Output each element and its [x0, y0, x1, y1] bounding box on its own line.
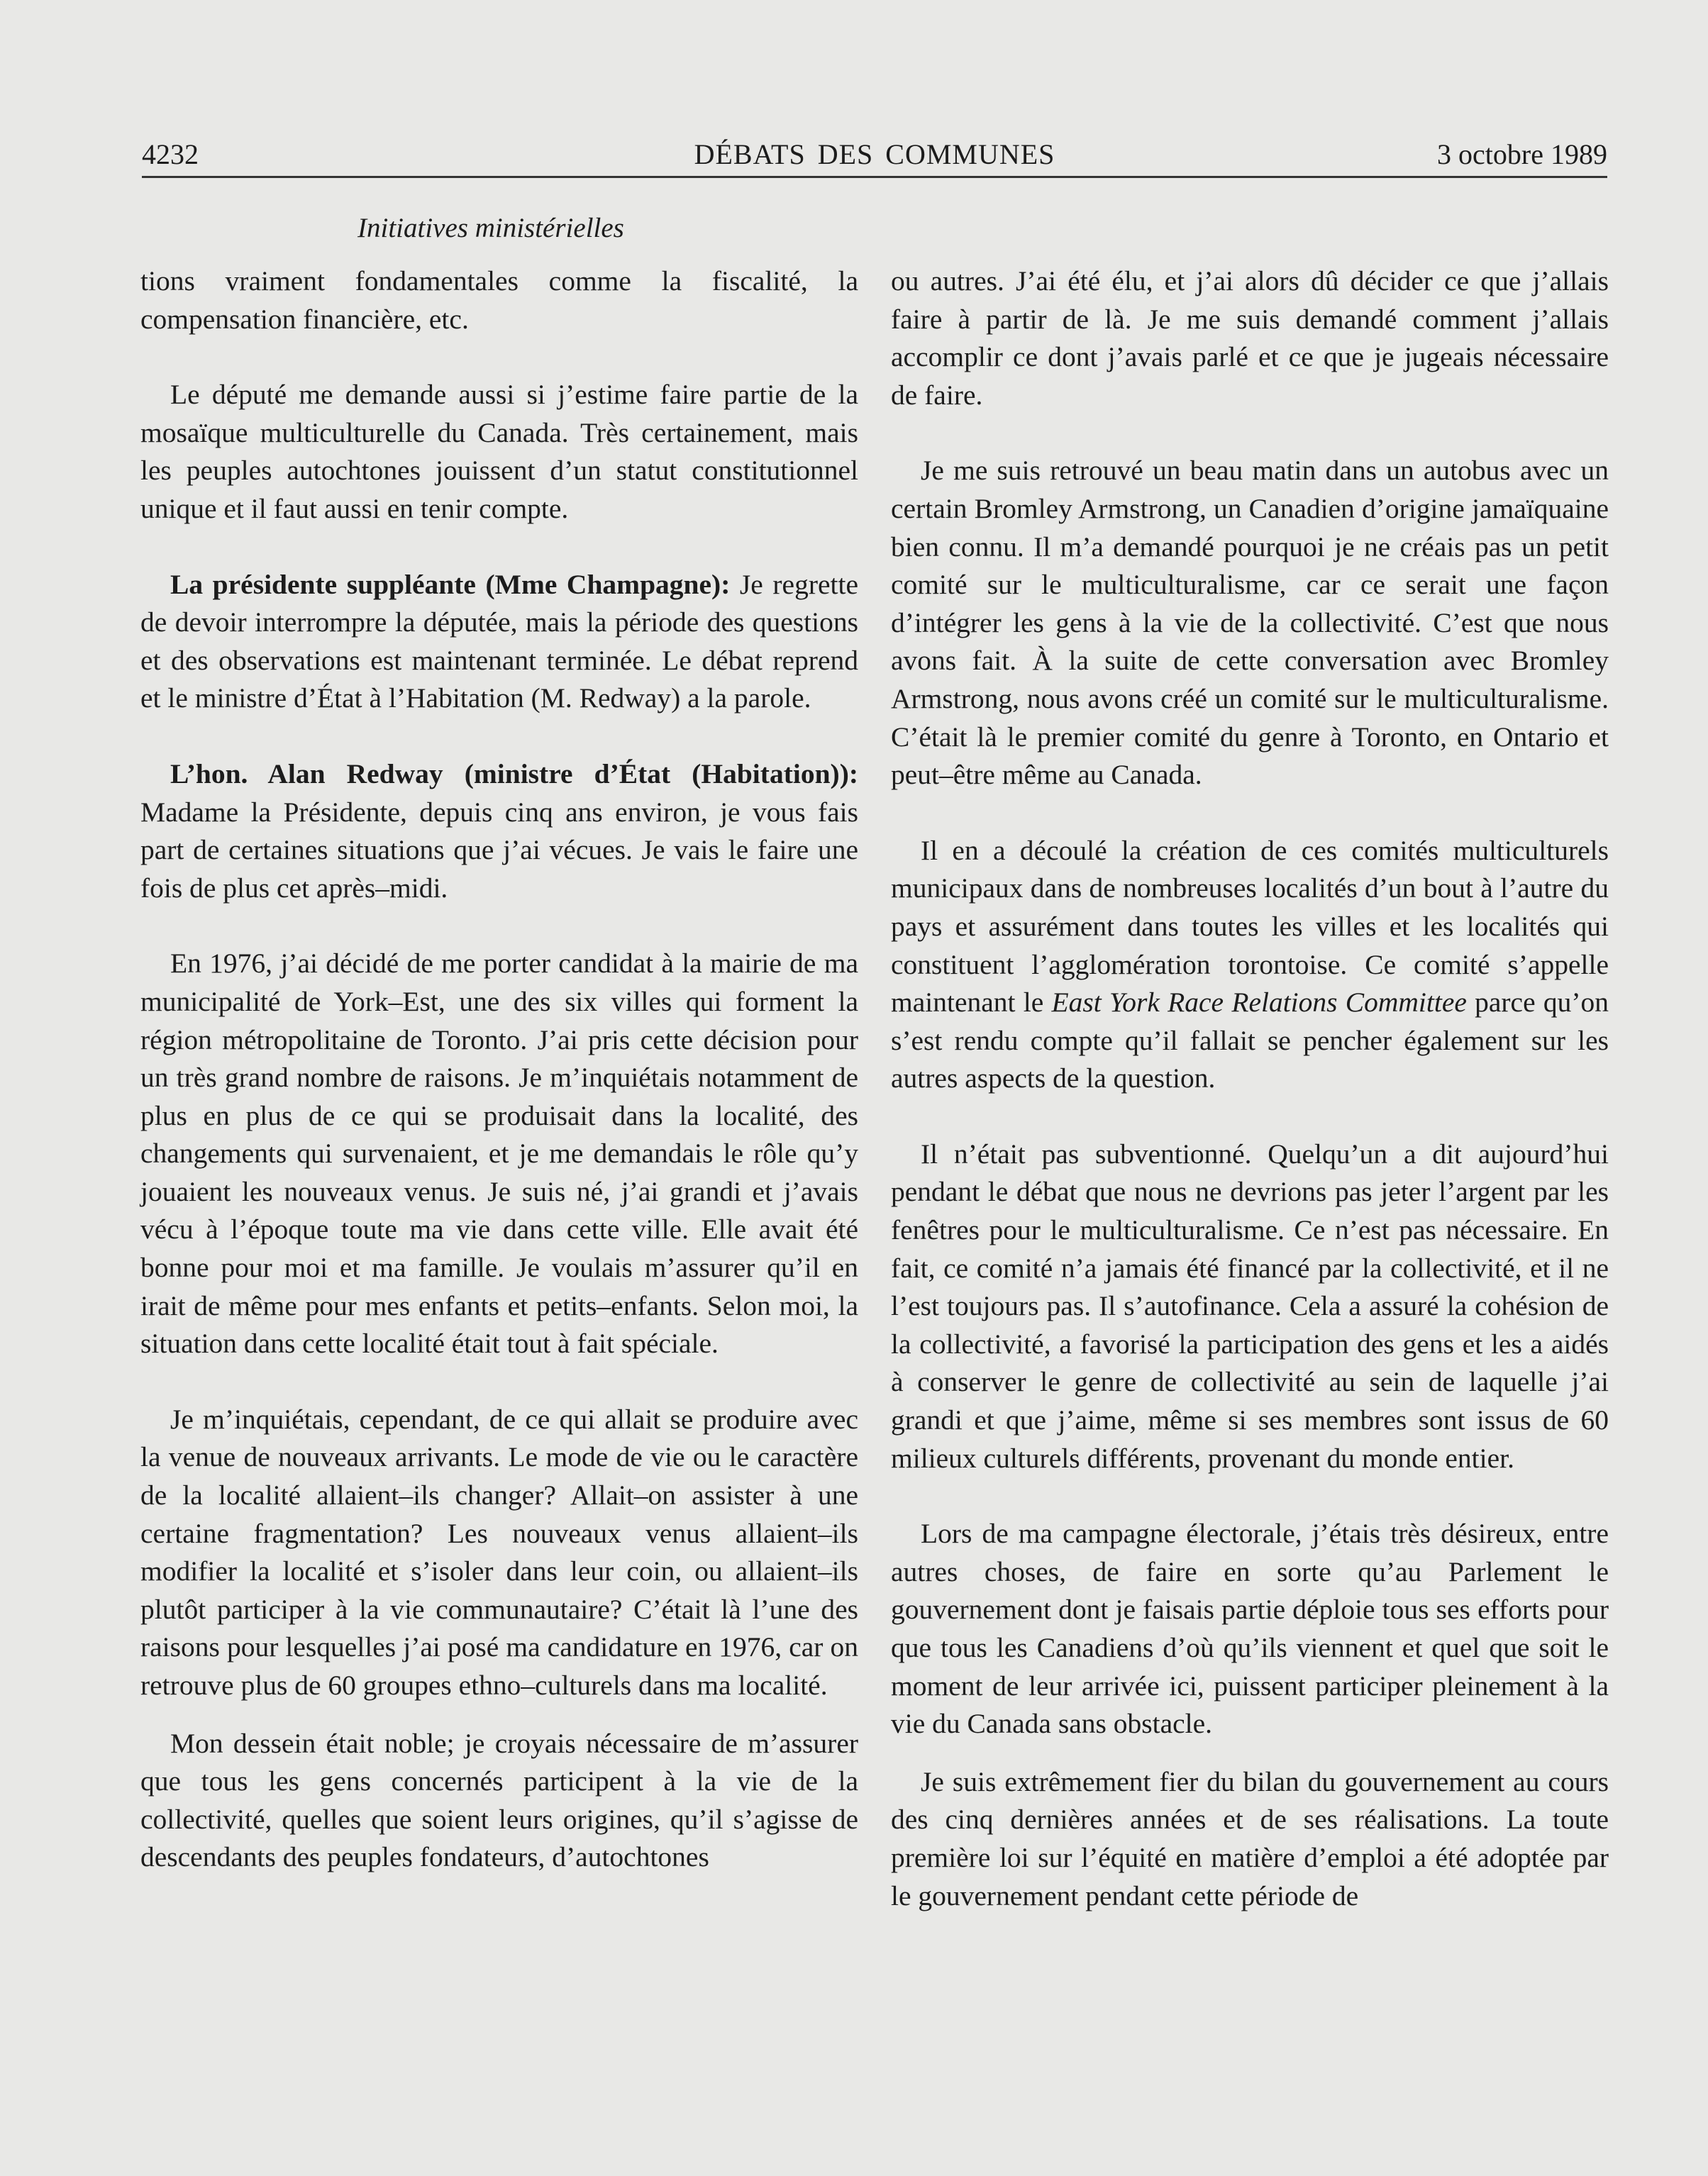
publication-title: DÉBATS DES COMMUNES — [694, 138, 1055, 170]
paragraph: Je m’inquiétais, cependant, de ce qui allait se produire avec la venue de nouveaux arrivants. Le mode de vie ou le caractère de la localité allaient–ils changer? Allait–on assister à une certaine fragmentation? Les nouveaux venus allaient–ils modifier la localité et s’isoler dans leur coin, ou allaient–ils plutôt participer à la vie communautaire? C’était là l’une des raisons pour lesquelles j’ai posé ma candidature en 1976, car on retrouve plus de 60 groupes ethno–culturels dans ma localité. — [140, 1403, 858, 1701]
speech-text: Madame la Présidente, depuis cinq ans environ, je vous fais part de certaines situations que j’ai vécues. Je vais le faire une fois de plus cet après–midi. — [140, 796, 858, 904]
paragraph-text: parce qu’on s’est rendu compte qu’il fallait se pencher également sur les autres aspects de la question. — [891, 987, 1609, 1094]
section-title: Initiatives ministérielles — [357, 213, 624, 243]
paragraph: Lors de ma campagne électorale, j’étais très désireux, entre autres choses, de faire en sorte qu’au Parlement le gouvernement dont je faisais partie déploie tous ses efforts pour que tous les Canadiens d’où qu’ils viennent et quel que soit le moment de leur arrivée ici, puissent participer pleinement à la vie du Canada sans obstacle. — [891, 1518, 1609, 1740]
paragraph: Le député me demande aussi si j’estime faire partie de la mosaïque multiculturelle du Canada. Très certainement, mais les peuples autochtones jouissent d’un statut constitutionnel unique et il faut aussi en tenir compte. — [140, 379, 858, 524]
paragraph: ou autres. J’ai été élu, et j’ai alors dû décider ce que j’allais faire à partir de là. Je me suis demandé comment j’allais accomplir ce dont j’avais parlé et ce que je jugeais nécessaire de faire. — [891, 265, 1609, 411]
paragraph: Je suis extrêmement fier du bilan du gouvernement au cours des cinq dernières années et de ses réalisations. La toute première loi sur l’équité en matière d’emploi a été adoptée par le gouvernement pendant cette période de — [891, 1765, 1609, 1911]
page-number: 4232 — [142, 138, 199, 170]
right-column — [891, 262, 1609, 1915]
speaker-paragraph — [140, 755, 858, 907]
page-header — [142, 136, 1607, 173]
header-rule — [142, 176, 1607, 178]
paragraph: Il n’était pas subventionné. Quelqu’un a dit aujourd’hui pendant le débat que nous ne devrions pas jeter l’argent par les fenêtres pour le multiculturalisme. Ce n’est pas nécessaire. En fait, ce comité n’a jamais été financé par la collectivité, et il ne l’est toujours pas. Il s’autofinance. Cela a assuré la cohésion de la collectivité, a favorisé la participation des gens et les a aidés à conserver le genre de collectivité au sein de laquelle j’ai grandi et que j’aime, même si ses membres sont issus de 60 milieux culturels différents, provenant du monde entier. — [891, 1138, 1609, 1474]
paragraph-text: Il en a découlé la création de ces comités multiculturels municipaux dans de nombreuses localités d’un bout à l’autre du pays et assurément dans toutes les villes et les localités qui constituent l’agglomération torontoise. Ce comité s’appelle maintenant le — [891, 834, 1609, 1018]
paragraph: tions vraiment fondamentales comme la fiscalité, la compensation financière, etc. — [140, 265, 858, 335]
committee-name: East York Race Relations Committee — [1051, 987, 1467, 1018]
speaker-paragraph — [140, 566, 858, 718]
left-column — [140, 262, 858, 1877]
speaker-name: La présidente suppléante (Mme Champagne): — [170, 568, 731, 600]
paragraph: En 1976, j’ai décidé de me porter candidat à la mairie de ma municipalité de York–Est, une des six villes qui forment la région métropolitaine de Toronto. J’ai pris cette décision pour un très grand nombre de raisons. Je m’inquiétais notamment de plus en plus de ce qui se produisait dans la localité, des changements qui survenaient, et je me demandais le rôle qu’y jouaient les nouveaux venus. Je suis né, j’ai grandi et j’avais vécu à l’époque toute ma vie dans cette ville. Elle avait été bonne pour moi et ma famille. Je voulais m’assurer qu’il en irait de même pour mes enfants et petits–enfants. Selon moi, la situation dans cette localité était tout à fait spéciale. — [140, 948, 858, 1360]
paragraph: Je me suis retrouvé un beau matin dans un autobus avec un certain Bromley Armstrong, un Canadien d’origine jamaïquaine bien connu. Il m’a demandé pourquoi je ne créais pas un petit comité sur le multiculturalisme, car ce serait une façon d’intégrer les gens à la vie de la collectivité. C’est que nous avons fait. À la suite de cette conversation avec Bromley Armstrong, nous avons créé un comité sur le multiculturalisme. C’était là le premier comité du genre à Toronto, en Ontario et peut–être même au Canada. — [891, 455, 1609, 791]
speaker-name: L’hon. Alan Redway (ministre d’État (Habitation)): — [170, 757, 858, 789]
paragraph — [891, 832, 1609, 1098]
speech-text: Je regrette de devoir interrompre la députée, mais la période des questions et des observations est maintenant terminée. Le débat reprend et le ministre d’État à l’Habitation (M. Redway) a la parole. — [140, 568, 858, 714]
paragraph: Mon dessein était noble; je croyais nécessaire de m’assurer que tous les gens concernés participent à la vie de la collectivité, quelles que soient leurs origines, qu’il s’agisse de descendants des peuples fondateurs, d’autochtones — [140, 1727, 858, 1873]
issue-date: 3 octobre 1989 — [1437, 138, 1607, 170]
